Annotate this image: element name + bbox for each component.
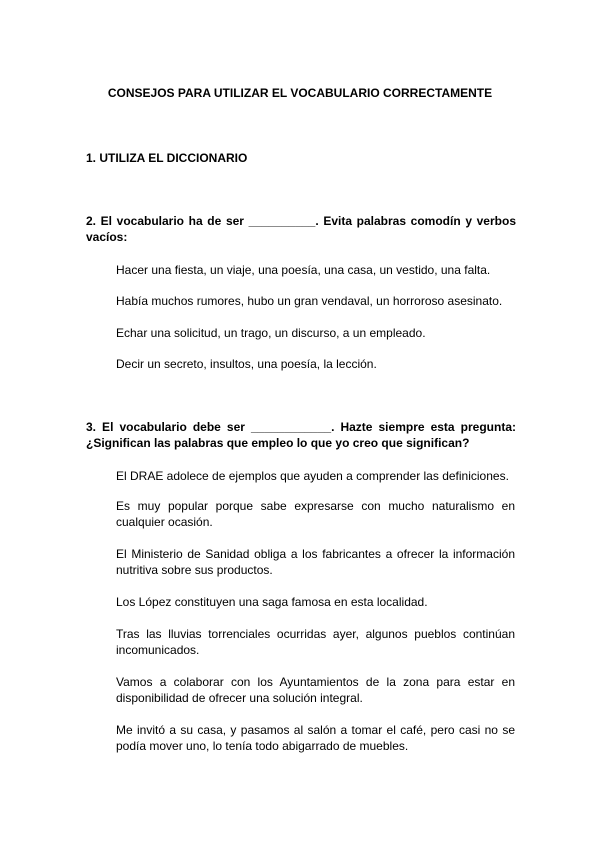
section-3-example: Tras las lluvias torrenciales ocurridas ayer, algunos pueblos continúan incomunicados.: [116, 627, 515, 657]
section-2-heading: 2. El vocabulario ha de ser __________. Evita palabras comodín y verbos vacíos:: [86, 214, 516, 244]
section-3-example: El DRAE adolece de ejemplos que ayuden a comprender las definiciones.: [116, 469, 509, 483]
section-2-example: Echar una solicitud, un trago, un discurso, a un empleado.: [116, 326, 426, 340]
section-3-example: Es muy popular porque sabe expresarse con mucho naturalismo en cualquier ocasión.: [116, 499, 515, 529]
section-3-example: El Ministerio de Sanidad obliga a los fabricantes a ofrecer la información nutritiva sobre sus productos.: [116, 547, 515, 577]
section-2-example: Hacer una fiesta, un viaje, una poesía, una casa, un vestido, una falta.: [116, 263, 491, 277]
section-3-example: Me invitó a su casa, y pasamos al salón a tomar el café, pero casi no se podía mover uno, lo tenía todo abigarrado de muebles.: [116, 723, 515, 753]
section-3-example: Vamos a colaborar con los Ayuntamientos de la zona para estar en disponibilidad de ofrecer una solución integral.: [116, 675, 515, 705]
section-3-example: Los López constituyen una saga famosa en esta localidad.: [116, 595, 428, 609]
section-2-example: Decir un secreto, insultos, una poesía, la lección.: [116, 357, 377, 371]
section-3-heading: 3. El vocabulario debe ser ____________. Hazte siempre esta pregunta: ¿Significan las palabras que empleo lo que yo creo que significan?: [86, 420, 516, 450]
section-2-example: Había muchos rumores, hubo un gran vendaval, un horroroso asesinato.: [116, 294, 503, 308]
section-1-heading: 1. UTILIZA EL DICCIONARIO: [86, 151, 248, 165]
document-title: CONSEJOS PARA UTILIZAR EL VOCABULARIO CORRECTAMENTE: [107, 86, 493, 100]
